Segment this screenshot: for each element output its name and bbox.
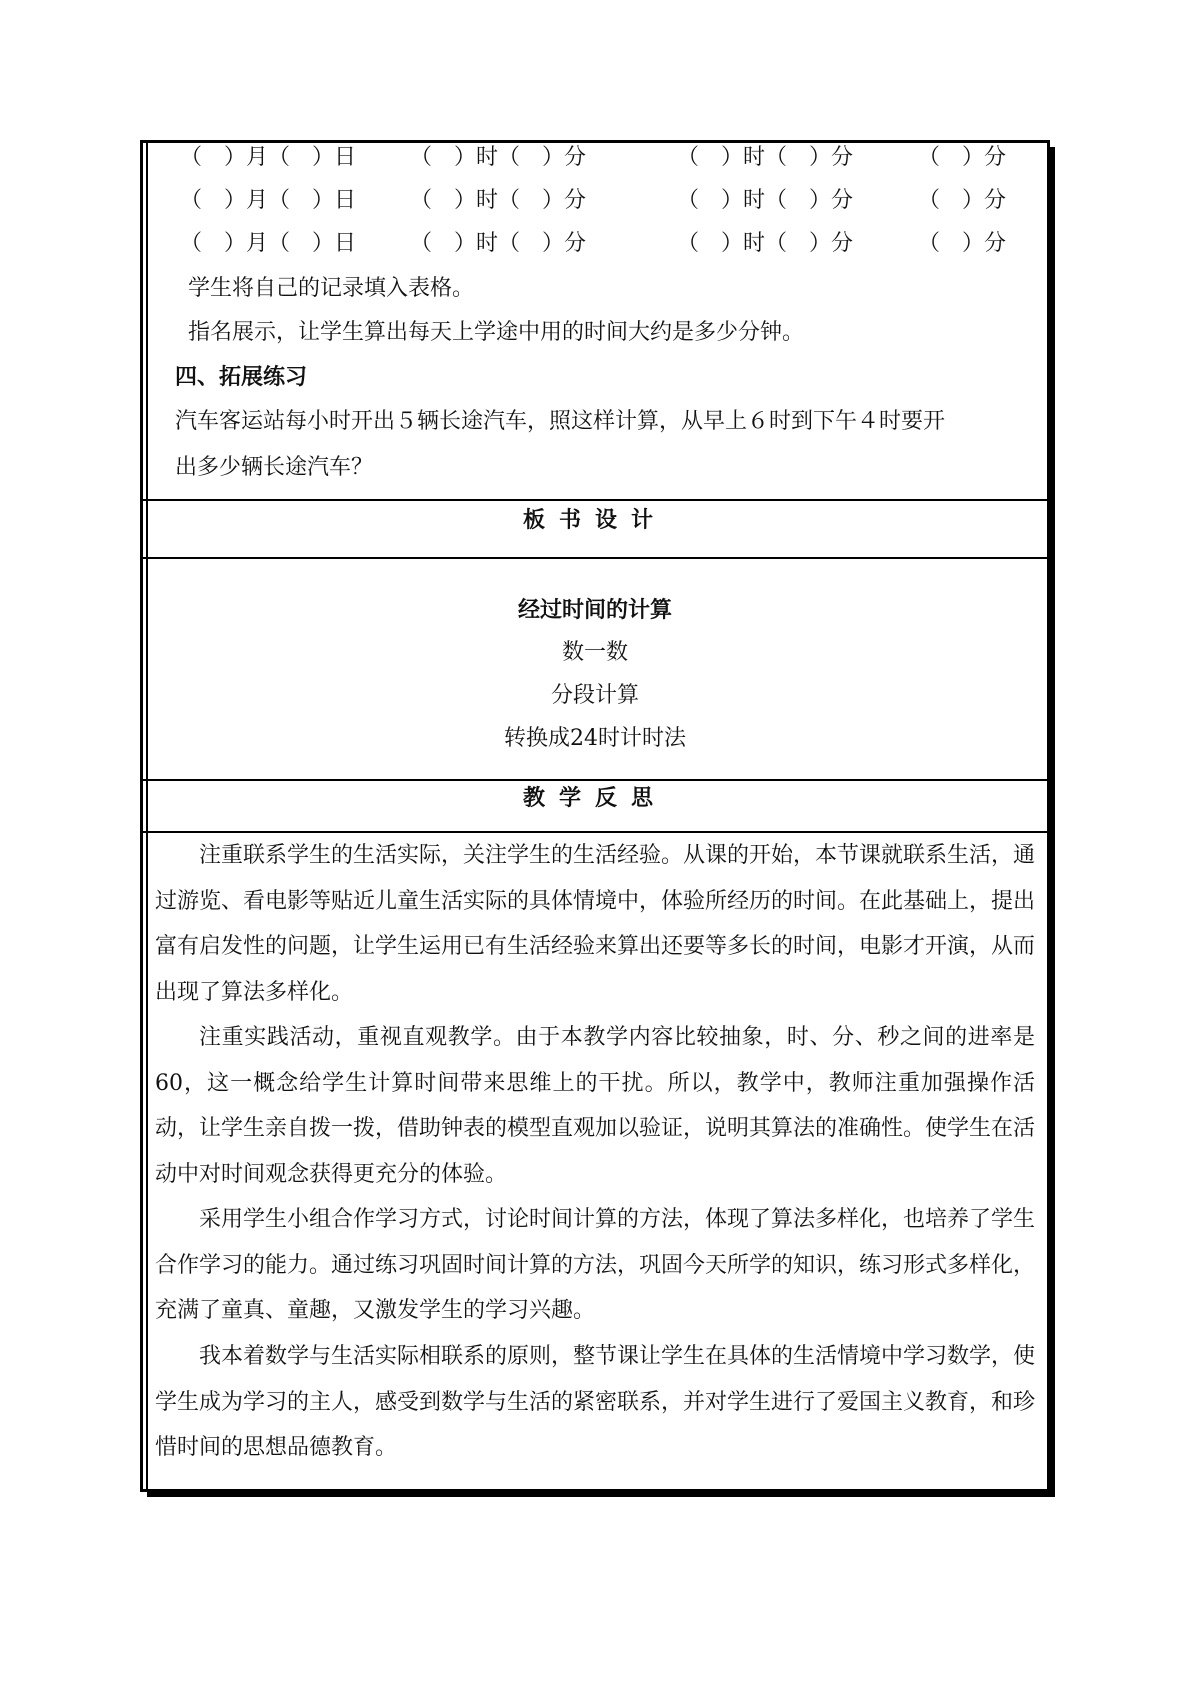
instruction-fill-table: 学生将自己的记录填入表格。 bbox=[188, 276, 475, 301]
board-item: 分段计算 bbox=[550, 683, 639, 708]
record-arrive-time: （ ）时（ ）分 bbox=[677, 231, 854, 256]
record-duration: （ ）分 bbox=[918, 188, 1007, 213]
divider-reflection-header bbox=[143, 779, 1047, 781]
record-start-time: （ ）时（ ）分 bbox=[410, 188, 587, 213]
record-date: （ ）月（ ）日 bbox=[180, 145, 357, 170]
reflection-paragraph: 采用学生小组合作学习方式，讨论时间计算的方法，体现了算法多样化，也培养了学生合作学习的能力。通过练习巩固时间计算的方法，巩固今天所学的知识，练习形式多样化，充满了童真、童趣，又激发学生的学习兴趣。 bbox=[155, 1207, 1036, 1323]
divider-board-header bbox=[143, 499, 1047, 501]
board-item: 数一数 bbox=[561, 640, 628, 665]
record-start-time: （ ）时（ ）分 bbox=[410, 231, 587, 256]
exercise-text-line1: 汽车客运站每小时开出５辆长途汽车，照这样计算，从早上６时到下午４时要开 bbox=[175, 409, 946, 434]
record-date: （ ）月（ ）日 bbox=[180, 231, 357, 256]
reflection-paragraph: 我本着数学与生活实际相联系的原则，整节课让学生在具体的生活情境中学习数学，使学生成为学习的主人，感受到数学与生活的紧密联系，并对学生进行了爱国主义教育，和珍惜时间的思想品德教育。 bbox=[155, 1344, 1036, 1460]
record-arrive-time: （ ）时（ ）分 bbox=[677, 145, 854, 170]
record-duration: （ ）分 bbox=[918, 145, 1007, 170]
divider-board-body bbox=[143, 557, 1047, 559]
record-arrive-time: （ ）时（ ）分 bbox=[677, 188, 854, 213]
instruction-show: 指名展示，让学生算出每天上学途中用的时间大约是多少分钟。 bbox=[188, 320, 805, 345]
exercise-text-line2: 出多少辆长途汽车？ bbox=[175, 455, 374, 480]
board-title: 经过时间的计算 bbox=[517, 597, 672, 623]
reflection-paragraph: 注重联系学生的生活实际，关注学生的生活经验。从课的开始，本节课就联系生活，通过游览、看电影等贴近儿童生活实际的具体情境中，体验所经历的时间。在此基础上，提出富有启发性的问题，让学生运用已有生活经验来算出还要等多长的时间，电影才开演，从而出现了算法多样化。 bbox=[155, 843, 1036, 1005]
record-duration: （ ）分 bbox=[918, 231, 1007, 256]
table-inner-border bbox=[146, 143, 148, 1489]
record-start-time: （ ）时（ ）分 bbox=[410, 145, 587, 170]
section-title-extension: 四、拓展练习 bbox=[175, 364, 308, 390]
reflection-paragraph: 注重实践活动，重视直观教学。由于本教学内容比较抽象，时、分、秒之间的进率是60，这一概念给学生计算时间带来思维上的干扰。所以，教学中，教师注重加强操作活动，让学生亲自拨一拨，借助钟表的模型直观加以验证，说明其算法的准确性。使学生在活动中对时间观念获得更充分的体验。 bbox=[155, 1025, 1036, 1187]
record-date: （ ）月（ ）日 bbox=[180, 188, 357, 213]
board-design-header: 板书设计 bbox=[522, 507, 667, 533]
reflection-header: 教学反思 bbox=[522, 785, 667, 811]
board-item: 转换成24时计时法 bbox=[504, 726, 686, 751]
